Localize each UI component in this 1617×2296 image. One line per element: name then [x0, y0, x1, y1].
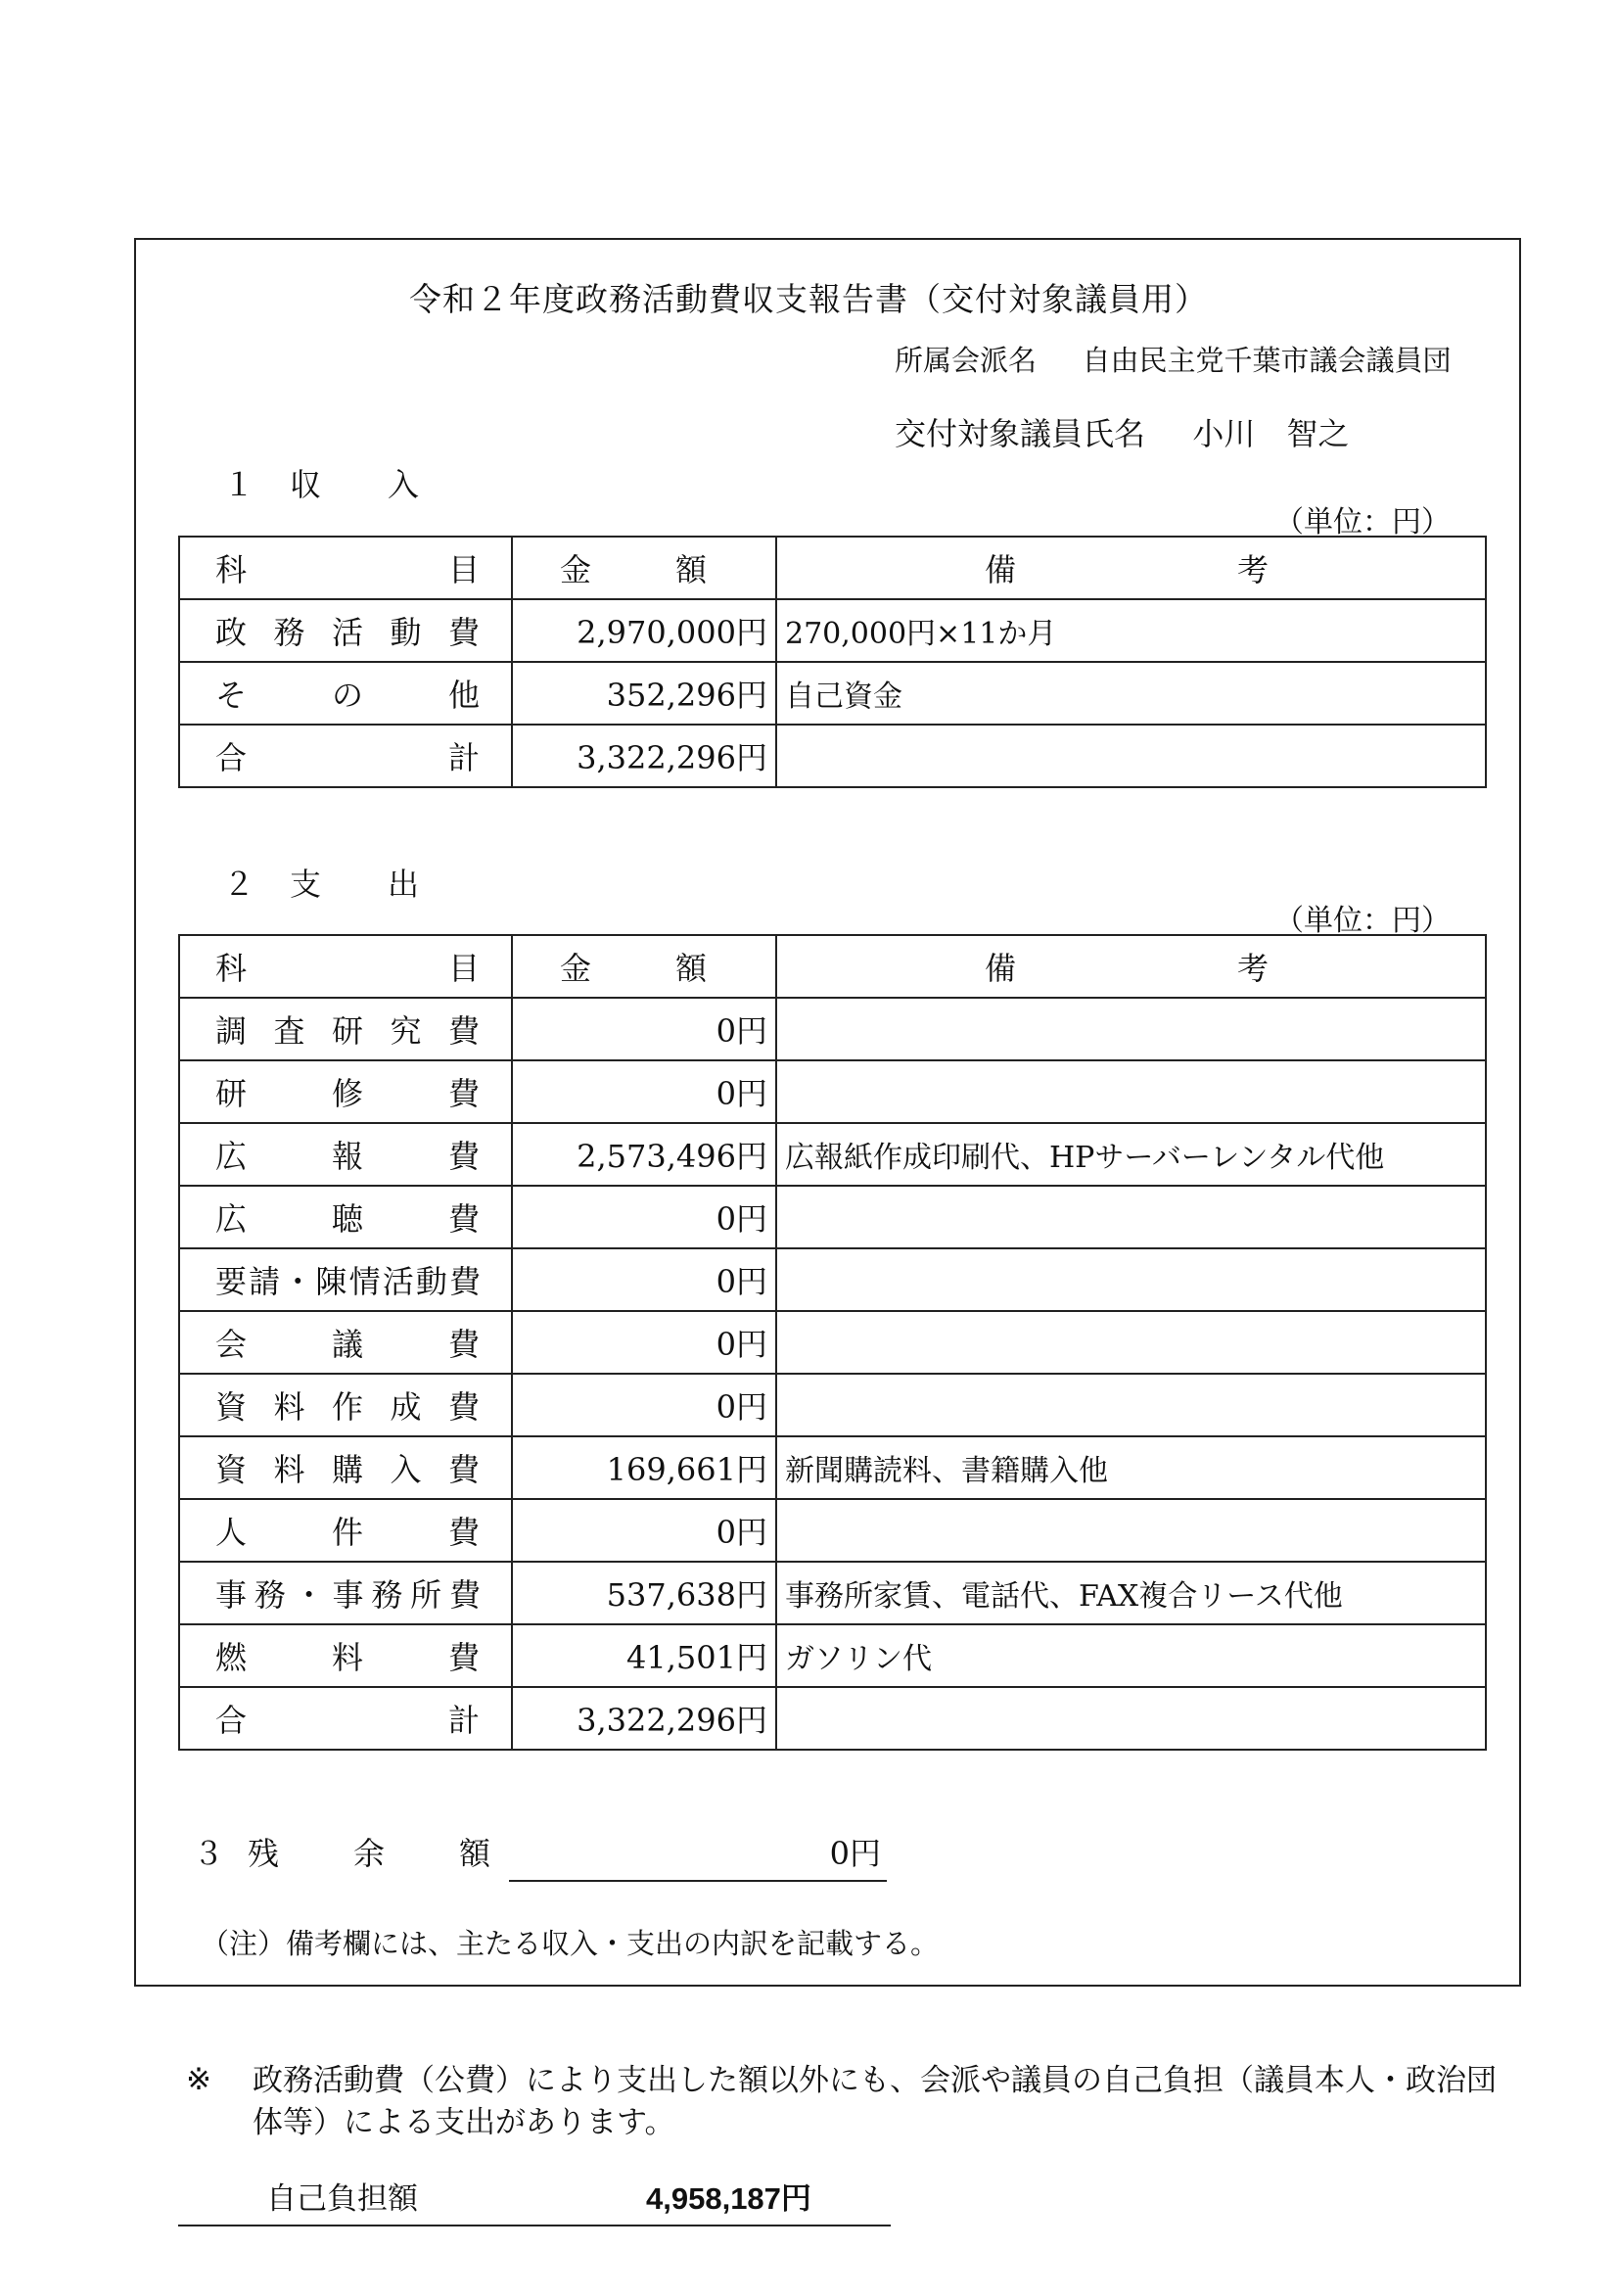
expense-subject: 資料購入費	[179, 1436, 512, 1499]
expense-subject: 人件費	[179, 1499, 512, 1562]
expense-subject: 会議費	[179, 1311, 512, 1374]
expense-note	[776, 1374, 1486, 1436]
remainder-line	[193, 1829, 490, 1874]
expense-amount: 3,322,296円	[512, 1687, 776, 1750]
expense-subject: 事務・事務所費	[179, 1562, 512, 1624]
footnote: （注）備考欄には、主たる収入・支出の内訳を記載する。	[201, 1927, 940, 1960]
member-label: 交付対象議員氏名	[895, 415, 1146, 452]
income-subject: 政務活動費	[179, 599, 512, 662]
expense-amount: 41,501円	[512, 1624, 776, 1687]
expense-amount: 169,661円	[512, 1436, 776, 1499]
table-row	[179, 1624, 1486, 1687]
table-row	[179, 662, 1486, 725]
faction-line	[895, 339, 1451, 379]
expense-table	[178, 934, 1487, 1751]
income-header-amount: 金額	[560, 551, 707, 588]
table-row	[179, 1562, 1486, 1624]
expense-subject: 研修費	[179, 1060, 512, 1123]
expense-note	[776, 998, 1486, 1060]
expense-amount: 0円	[512, 1186, 776, 1248]
income-heading-char1: 収	[290, 466, 322, 503]
expense-amount: 0円	[512, 1060, 776, 1123]
expense-header-note: 備考	[985, 950, 1269, 987]
income-header-subject: 科目	[179, 537, 512, 599]
faction-name: 自由民主党千葉市議会議員団	[1082, 344, 1452, 377]
income-note	[776, 725, 1486, 787]
income-heading	[223, 460, 419, 505]
expense-heading-number: ２	[223, 866, 255, 903]
income-header-row	[179, 537, 1486, 599]
expense-subject: 広聴費	[179, 1186, 512, 1248]
self-burden-label: 自己負担額	[266, 2181, 418, 2217]
income-unit: （単位：円）	[1274, 505, 1451, 539]
table-row	[179, 998, 1486, 1060]
expense-heading-char2: 出	[388, 866, 420, 903]
income-amount: 2,970,000円	[512, 599, 776, 662]
expense-subject: 燃料費	[179, 1624, 512, 1687]
income-table	[178, 536, 1487, 788]
expense-heading	[223, 860, 419, 905]
remainder-value: 0円	[509, 1829, 887, 1882]
expense-amount: 0円	[512, 1374, 776, 1436]
expense-note	[776, 1311, 1486, 1374]
expense-note	[776, 1186, 1486, 1248]
expense-note: ガソリン代	[776, 1624, 1486, 1687]
remainder-label: 残余額	[248, 1835, 490, 1872]
expense-subject: 要請・陳情活動費	[179, 1248, 512, 1311]
expense-subject: 資料作成費	[179, 1374, 512, 1436]
expense-header-row	[179, 935, 1486, 998]
self-burden-value: 4,958,187円	[646, 2181, 811, 2216]
table-row	[179, 1248, 1486, 1311]
table-row	[179, 599, 1486, 662]
member-name: 小川 智之	[1192, 415, 1350, 452]
faction-label: 所属会派名	[895, 344, 1038, 377]
remainder-number: ３	[193, 1835, 225, 1872]
expense-note	[776, 1060, 1486, 1123]
expense-amount: 537,638円	[512, 1562, 776, 1624]
notice-text: 政務活動費（公費）により支出した額以外にも、会派や議員の自己負担（議員本人・政治団体等）による支出があります。	[253, 2063, 1497, 2140]
table-row	[179, 1687, 1486, 1750]
expense-header-amount: 金額	[560, 950, 707, 987]
table-row	[179, 1186, 1486, 1248]
expense-unit: （単位：円）	[1274, 904, 1451, 938]
report-title: 令和２年度政務活動費収支報告書（交付対象議員用）	[409, 280, 1208, 318]
income-subject: その他	[179, 662, 512, 725]
expense-amount: 2,573,496円	[512, 1123, 776, 1186]
income-amount: 3,322,296円	[512, 725, 776, 787]
expense-amount: 0円	[512, 998, 776, 1060]
expense-note	[776, 1687, 1486, 1750]
expense-subject: 合計	[179, 1687, 512, 1750]
expense-amount: 0円	[512, 1499, 776, 1562]
income-note: 自己資金	[776, 662, 1486, 725]
table-row	[179, 1374, 1486, 1436]
expense-note: 新聞購読料、書籍購入他	[776, 1436, 1486, 1499]
income-amount: 352,296円	[512, 662, 776, 725]
notice-mark: ※	[186, 2062, 211, 2097]
income-heading-char2: 入	[388, 466, 420, 503]
expense-note: 事務所家賃、電話代、FAX複合リース代他	[776, 1562, 1486, 1624]
income-note: 270,000円×11か月	[776, 599, 1486, 662]
income-header-note: 備考	[985, 551, 1269, 588]
expense-amount: 0円	[512, 1248, 776, 1311]
table-row	[179, 1436, 1486, 1499]
expense-subject: 広報費	[179, 1123, 512, 1186]
expense-amount: 0円	[512, 1311, 776, 1374]
expense-heading-char1: 支	[290, 866, 322, 903]
expense-note	[776, 1499, 1486, 1562]
expense-note	[776, 1248, 1486, 1311]
expense-note: 広報紙作成印刷代、HPサーバーレンタル代他	[776, 1123, 1486, 1186]
table-row	[179, 1311, 1486, 1374]
income-heading-number: １	[223, 466, 255, 503]
table-row	[179, 1499, 1486, 1562]
income-subject: 合計	[179, 725, 512, 787]
table-row	[179, 1123, 1486, 1186]
member-line	[895, 409, 1349, 454]
self-burden-underline	[178, 2225, 891, 2226]
expense-header-subject: 科目	[179, 935, 512, 998]
table-row	[179, 725, 1486, 787]
table-row	[179, 1060, 1486, 1123]
expense-subject: 調査研究費	[179, 998, 512, 1060]
